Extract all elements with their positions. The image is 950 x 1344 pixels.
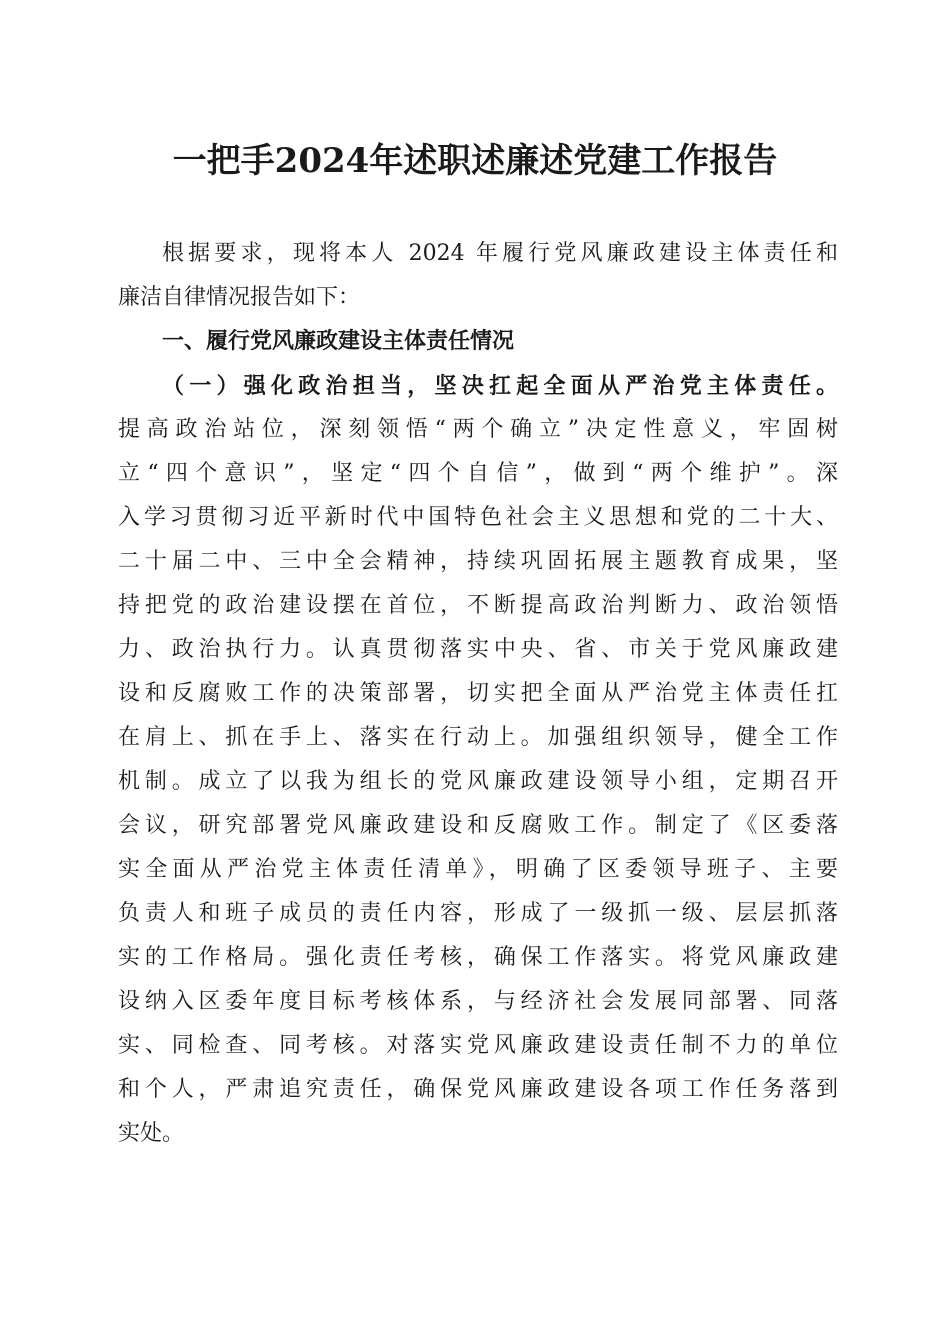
paragraph-line: 力、政治执行力。认真贯彻落实中央、省、市关于党风廉政建	[118, 637, 838, 662]
paragraph-line: 二十届二中、三中全会精神，持续巩固拓展主题教育成果，坚	[118, 549, 838, 574]
document-title: 一把手2024年述职述廉述党建工作报告	[172, 141, 778, 181]
document-body	[118, 232, 838, 1156]
paragraph-line: 实全面从严治党主体责任清单》，明确了区委领导班子、主要	[118, 857, 838, 882]
paragraph-line: 在肩上、抓在手上、落实在行动上。加强组织领导，健全工作	[118, 725, 838, 750]
paragraph-line: 机制。成立了以我为组长的党风廉政建设领导小组，定期召开	[118, 769, 838, 794]
section-heading: 一、履行党风廉政建设主体责任情况	[162, 329, 515, 354]
paragraph-line: 和个人，严肃追究责任，确保党风廉政建设各项工作任务落到	[118, 1077, 838, 1102]
paragraph-line: 实的工作格局。强化责任考核，确保工作落实。将党风廉政建	[118, 945, 838, 970]
paragraph-line: 会议，研究部署党风廉政建设和反腐败工作。制定了《区委落	[118, 813, 838, 838]
paragraph-line: 入学习贯彻习近平新时代中国特色社会主义思想和党的二十大、	[118, 505, 838, 530]
intro-line: 根据要求，现将本人 2024 年履行党风廉政建设主体责任和	[162, 241, 838, 266]
paragraph-line: 设和反腐败工作的决策部署，切实把全面从严治党主体责任扛	[118, 681, 838, 706]
paragraph-line: 实、同检查、同考核。对落实党风廉政建设责任制不力的单位	[118, 1033, 838, 1058]
paragraph-line: 设纳入区委年度目标考核体系，与经济社会发展同部署、同落	[118, 989, 838, 1014]
paragraph-line: 实处。	[118, 1121, 185, 1146]
paragraph-line: 立“四个意识”，坚定“四个自信”，做到“两个维护”。深	[118, 461, 838, 486]
intro-line: 廉洁自律情况报告如下：	[118, 285, 361, 310]
paragraph-line: 持把党的政治建设摆在首位，不断提高政治判断力、政治领悟	[118, 593, 838, 618]
subsection-heading: （一）强化政治担当，坚决扛起全面从严治党主体责任。	[162, 373, 838, 399]
paragraph-line: 提高政治站位，深刻领悟“两个确立”决定性意义，牢固树	[118, 417, 838, 442]
paragraph-line: 负责人和班子成员的责任内容，形成了一级抓一级、层层抓落	[118, 901, 838, 926]
